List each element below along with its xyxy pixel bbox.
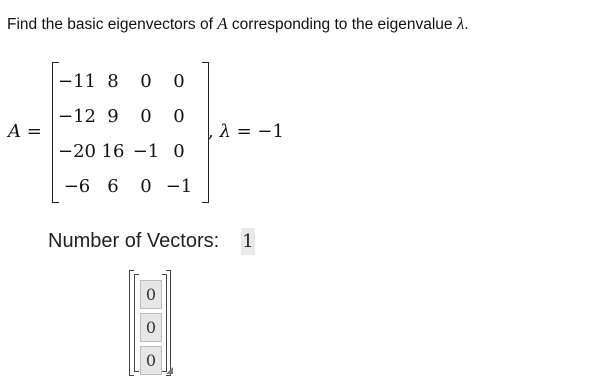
- matrix-cell: −11: [58, 71, 96, 92]
- question-text: [7, 14, 469, 34]
- eigenvalue-symbol: λ: [456, 14, 465, 33]
- matrix-cell: 0: [140, 71, 152, 92]
- number-of-vectors-label: Number of Vectors:: [48, 230, 220, 252]
- matrix-cell: 0: [173, 141, 185, 162]
- matrix-cell: −20: [58, 141, 96, 162]
- question-suffix: .: [464, 16, 469, 33]
- matrix-cell: −1: [165, 176, 193, 197]
- vector-entry-input[interactable]: 0: [140, 313, 162, 342]
- question-middle: corresponding to the eigenvalue: [227, 16, 457, 33]
- matrix-label-var: A: [8, 121, 21, 142]
- number-of-vectors-input[interactable]: 1: [241, 228, 255, 255]
- question-prefix: Find the basic eigenvectors of: [7, 16, 218, 33]
- matrix-cell: −6: [63, 176, 91, 197]
- matrix-label-eq: =: [21, 121, 42, 142]
- matrix-cell: −12: [58, 106, 96, 127]
- matrix-cell: 9: [107, 106, 119, 127]
- matrix-cell: 16: [101, 141, 125, 162]
- matrix-label: [8, 121, 42, 142]
- matrix-cell: 8: [107, 71, 119, 92]
- matrix-a: [56, 64, 194, 204]
- eigenvalue-statement: [208, 121, 284, 142]
- matrix-cell: 0: [140, 176, 152, 197]
- resize-handle-icon[interactable]: [166, 367, 173, 374]
- eigenvalue-equals: =: [230, 121, 258, 142]
- matrix-variable: A: [217, 14, 228, 33]
- vector-entry-input[interactable]: 0: [140, 280, 162, 309]
- matrix-cell: 0: [173, 71, 185, 92]
- matrix-row: [56, 99, 194, 134]
- matrix-cell: 0: [140, 106, 152, 127]
- matrix-row: [56, 134, 194, 169]
- matrix-row: [56, 169, 194, 204]
- matrix-cell: 6: [107, 176, 119, 197]
- matrix-cell: 0: [173, 106, 185, 127]
- vector-right-bracket: [162, 274, 167, 372]
- eigenvalue-separator: ,: [208, 121, 220, 142]
- matrix-cell: −1: [132, 141, 160, 162]
- eigenvalue-value: −1: [257, 121, 284, 142]
- eigenvalue-lambda: λ: [219, 121, 231, 142]
- matrix-row: [56, 64, 194, 99]
- vector-entry-input[interactable]: 0: [140, 346, 162, 375]
- vector-left-bracket: [134, 274, 139, 372]
